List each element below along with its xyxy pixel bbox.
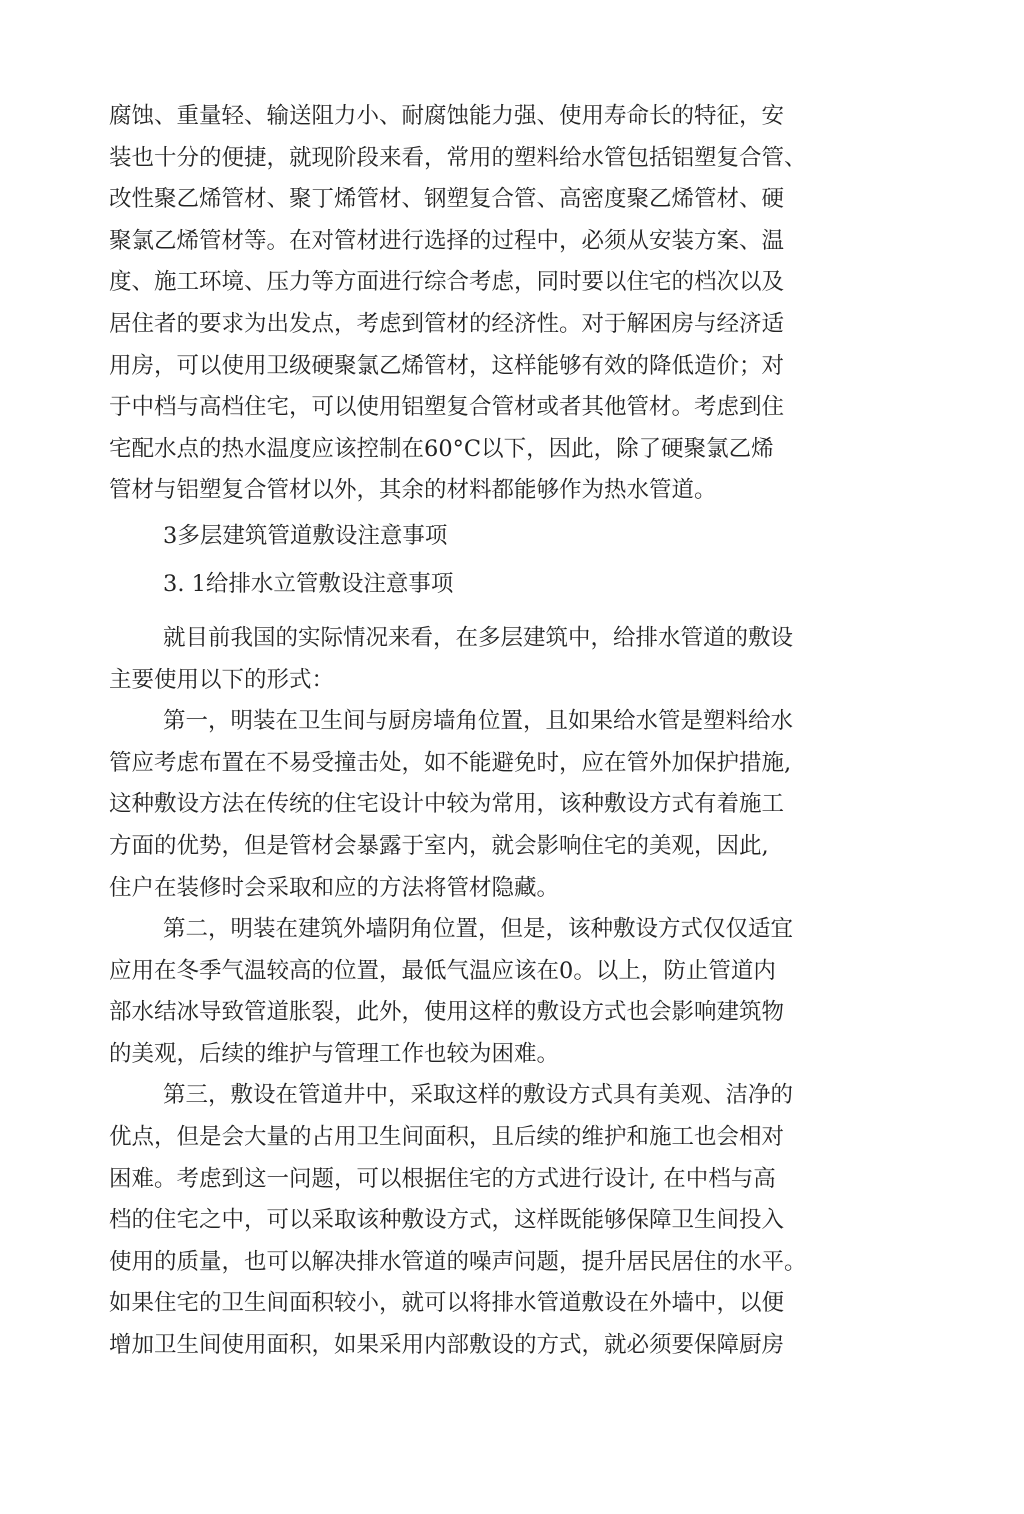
document-body	[109, 96, 869, 1367]
text-line: 第三，敷设在管道井中，采取这样的敷设方式具有美观、洁净的	[163, 1082, 794, 1109]
text-line: 使用的质量，也可以解决排水管道的噪声问题，提升居民居住的水平。	[109, 1248, 807, 1275]
subsection-heading-3-1: 3. 1给排水立管敷设注意事项	[163, 570, 454, 597]
text-line: 居住者的要求为出发点，考虑到管材的经济性。对于解困房与经济适	[109, 310, 785, 337]
text-line: 聚氯乙烯管材等。在对管材进行选择的过程中，必须从安装方案、温	[109, 227, 785, 254]
text-line: 就目前我国的实际情况来看，在多层建筑中，给排水管道的敷设	[163, 624, 794, 651]
paragraph-laying-forms	[109, 618, 869, 701]
text-line: 管材与铝塑复合管材以外，其余的材料都能够作为热水管道。	[109, 477, 717, 504]
text-line: 方面的优势，但是管材会暴露于室内，就会影响住宅的美观，因此,	[109, 832, 769, 859]
text-line: 第二，明装在建筑外墙阴角位置，但是，该种敷设方式仅仅适宜	[163, 916, 794, 943]
text-line: 改性聚乙烯管材、聚丁烯管材、钢塑复合管、高密度聚乙烯管材、硬	[109, 186, 785, 213]
text-line: 部水结冰导致管道胀裂，此外，使用这样的敷设方式也会影响建筑物	[109, 999, 785, 1026]
text-line: 增加卫生间使用面积，如果采用内部敷设的方式，就必须要保障厨房	[109, 1332, 785, 1359]
text-line: 应用在冬季气温较高的位置，最低气温应该在0。以上，防止管道内	[109, 957, 776, 984]
text-line: 档的住宅之中，可以采取该种敷设方式，这样既能够保障卫生间投入	[109, 1207, 785, 1234]
text-line: 宅配水点的热水温度应该控制在60°C以下，因此，除了硬聚氯乙烯	[109, 435, 774, 462]
text-line: 这种敷设方法在传统的住宅设计中较为常用，该种敷设方式有着施工	[109, 791, 785, 818]
text-line: 如果住宅的卫生间面积较小，就可以将排水管道敷设在外墙中，以便	[109, 1290, 785, 1317]
text-line: 主要使用以下的形式：	[109, 666, 335, 693]
text-line: 管应考虑布置在不易受撞击处，如不能避免时，应在管外加保护措施,	[109, 749, 792, 776]
text-line: 住户在装修时会采取和应的方法将管材隐藏。	[109, 874, 560, 901]
paragraph-pipe-materials	[109, 96, 869, 512]
text-line: 于中档与高档住宅，可以使用铝塑复合管材或者其他管材。考虑到住	[109, 394, 785, 421]
paragraph-second-method	[109, 909, 869, 1075]
text-line: 第一，明装在卫生间与厨房墙角位置，且如果给水管是塑料给水	[163, 708, 794, 735]
section-heading-3: 3多层建筑管道敷设注意事项	[163, 522, 448, 549]
text-line: 腐蚀、重量轻、输送阻力小、耐腐蚀能力强、使用寿命长的特征，安	[109, 103, 785, 129]
text-line: 用房，可以使用卫级硬聚氯乙烯管材，这样能够有效的降低造价；对	[109, 352, 785, 379]
text-line: 困难。考虑到这一问题，可以根据住宅的方式进行设计, 在中档与高	[109, 1165, 776, 1192]
text-line: 的美观，后续的维护与管理工作也较为困难。	[109, 1040, 560, 1067]
paragraph-third-method	[109, 1075, 869, 1366]
text-line: 优点，但是会大量的占用卫生间面积，且后续的维护和施工也会相对	[109, 1124, 785, 1151]
paragraph-first-method	[109, 701, 869, 909]
text-line: 度、施工环境、压力等方面进行综合考虑，同时要以住宅的档次以及	[109, 269, 785, 296]
text-line: 装也十分的便捷，就现阶段来看，常用的塑料给水管包括铝塑复合管、	[109, 144, 807, 171]
